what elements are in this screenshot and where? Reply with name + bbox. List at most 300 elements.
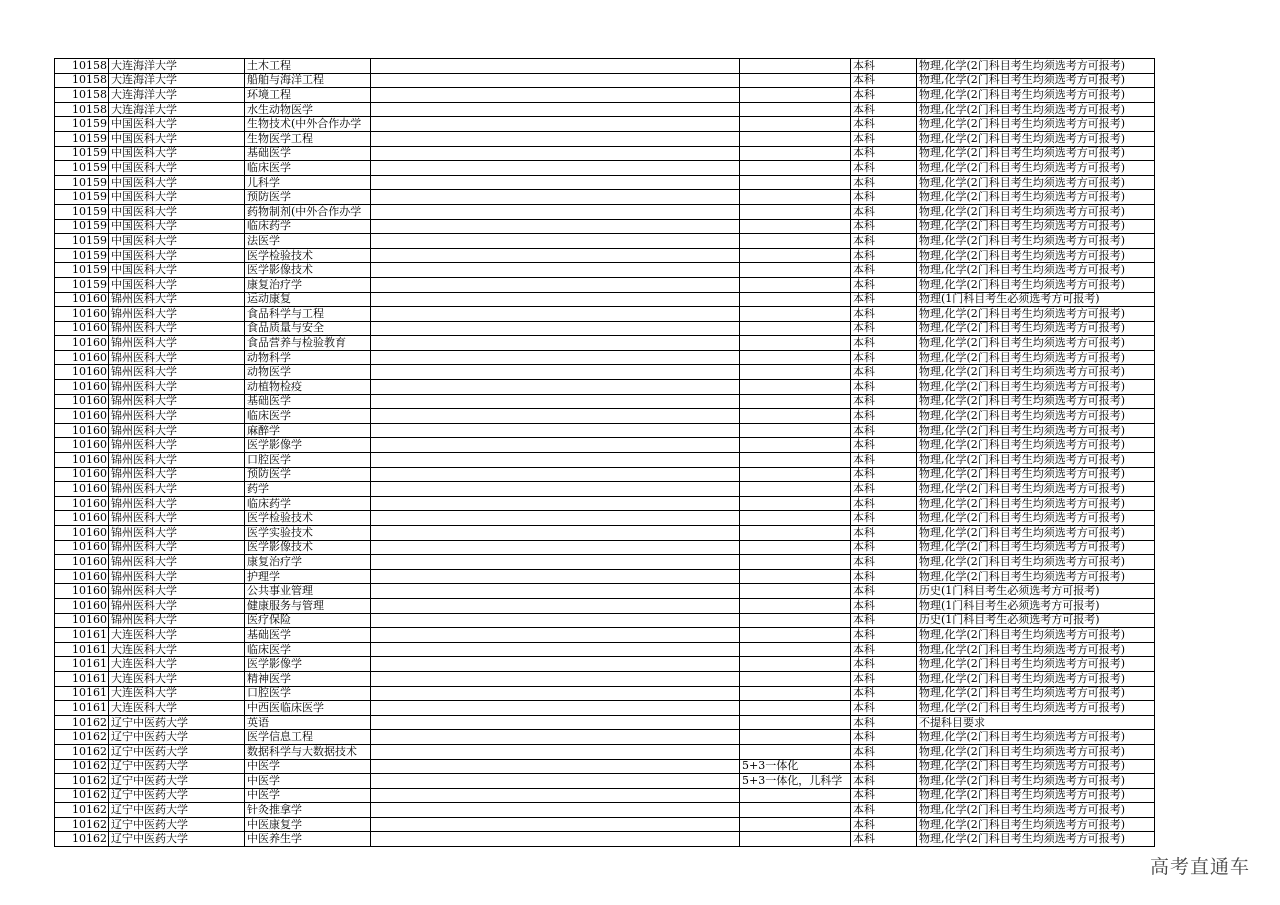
table-row xyxy=(55,234,1155,249)
major-name-cell: 公共事业管理 xyxy=(245,584,371,599)
level-cell: 本科 xyxy=(851,175,917,190)
school-code-cell: 10159 xyxy=(55,204,109,219)
note-cell xyxy=(740,423,851,438)
school-name-cell: 大连海洋大学 xyxy=(109,59,245,74)
level-cell: 本科 xyxy=(851,671,917,686)
remark-cell xyxy=(371,438,740,453)
school-name-cell: 锦州医科大学 xyxy=(109,409,245,424)
major-name-cell: 基础医学 xyxy=(245,628,371,643)
subject-requirement-cell: 物理(1门科目考生必须选考方可报考) xyxy=(917,598,1155,613)
remark-cell xyxy=(371,540,740,555)
remark-cell xyxy=(371,467,740,482)
level-cell: 本科 xyxy=(851,788,917,803)
major-name-cell: 临床药学 xyxy=(245,219,371,234)
school-code-cell: 10162 xyxy=(55,774,109,789)
table-row xyxy=(55,336,1155,351)
major-name-cell: 动植物检疫 xyxy=(245,380,371,395)
major-name-cell: 土木工程 xyxy=(245,59,371,74)
school-name-cell: 锦州医科大学 xyxy=(109,613,245,628)
major-name-cell: 康复治疗学 xyxy=(245,555,371,570)
major-name-cell: 船舶与海洋工程 xyxy=(245,73,371,88)
remark-cell xyxy=(371,511,740,526)
school-name-cell: 大连海洋大学 xyxy=(109,102,245,117)
school-code-cell: 10159 xyxy=(55,175,109,190)
school-code-cell: 10162 xyxy=(55,803,109,818)
school-name-cell: 中国医科大学 xyxy=(109,248,245,263)
remark-cell xyxy=(371,482,740,497)
subject-requirement-cell: 物理,化学(2门科目考生均须选考方可报考) xyxy=(917,146,1155,161)
level-cell: 本科 xyxy=(851,569,917,584)
major-name-cell: 中西医临床医学 xyxy=(245,701,371,716)
school-code-cell: 10162 xyxy=(55,832,109,847)
school-name-cell: 辽宁中医药大学 xyxy=(109,715,245,730)
remark-cell xyxy=(371,657,740,672)
school-name-cell: 中国医科大学 xyxy=(109,204,245,219)
majors-table xyxy=(54,58,1155,847)
major-name-cell: 医学影像技术 xyxy=(245,263,371,278)
level-cell: 本科 xyxy=(851,307,917,322)
note-cell xyxy=(740,555,851,570)
school-name-cell: 锦州医科大学 xyxy=(109,540,245,555)
note-cell xyxy=(740,788,851,803)
school-code-cell: 10162 xyxy=(55,817,109,832)
remark-cell xyxy=(371,613,740,628)
subject-requirement-cell: 物理,化学(2门科目考生均须选考方可报考) xyxy=(917,526,1155,541)
subject-requirement-cell: 物理,化学(2门科目考生均须选考方可报考) xyxy=(917,131,1155,146)
level-cell: 本科 xyxy=(851,701,917,716)
remark-cell xyxy=(371,365,740,380)
table-row xyxy=(55,642,1155,657)
school-code-cell: 10160 xyxy=(55,409,109,424)
school-code-cell: 10161 xyxy=(55,701,109,716)
subject-requirement-cell: 物理,化学(2门科目考生均须选考方可报考) xyxy=(917,569,1155,584)
note-cell xyxy=(740,467,851,482)
remark-cell xyxy=(371,307,740,322)
school-name-cell: 锦州医科大学 xyxy=(109,292,245,307)
remark-cell xyxy=(371,642,740,657)
school-code-cell: 10159 xyxy=(55,248,109,263)
note-cell xyxy=(740,102,851,117)
note-cell xyxy=(740,730,851,745)
school-name-cell: 辽宁中医药大学 xyxy=(109,832,245,847)
school-name-cell: 大连医科大学 xyxy=(109,642,245,657)
school-name-cell: 锦州医科大学 xyxy=(109,350,245,365)
note-cell xyxy=(740,613,851,628)
subject-requirement-cell: 物理,化学(2门科目考生均须选考方可报考) xyxy=(917,219,1155,234)
remark-cell xyxy=(371,817,740,832)
note-cell xyxy=(740,482,851,497)
major-name-cell: 医学影像学 xyxy=(245,657,371,672)
school-code-cell: 10158 xyxy=(55,73,109,88)
school-code-cell: 10160 xyxy=(55,350,109,365)
school-name-cell: 辽宁中医药大学 xyxy=(109,774,245,789)
table-row xyxy=(55,701,1155,716)
major-name-cell: 预防医学 xyxy=(245,467,371,482)
school-code-cell: 10159 xyxy=(55,234,109,249)
subject-requirement-cell: 物理,化学(2门科目考生均须选考方可报考) xyxy=(917,102,1155,117)
note-cell xyxy=(740,628,851,643)
school-name-cell: 大连海洋大学 xyxy=(109,73,245,88)
school-code-cell: 10159 xyxy=(55,117,109,132)
school-name-cell: 中国医科大学 xyxy=(109,190,245,205)
subject-requirement-cell: 物理,化学(2门科目考生均须选考方可报考) xyxy=(917,161,1155,176)
level-cell: 本科 xyxy=(851,774,917,789)
school-code-cell: 10160 xyxy=(55,292,109,307)
subject-requirement-cell: 物理,化学(2门科目考生均须选考方可报考) xyxy=(917,248,1155,263)
school-name-cell: 辽宁中医药大学 xyxy=(109,730,245,745)
table-row xyxy=(55,175,1155,190)
level-cell: 本科 xyxy=(851,190,917,205)
major-name-cell: 健康服务与管理 xyxy=(245,598,371,613)
school-name-cell: 辽宁中医药大学 xyxy=(109,788,245,803)
table-row xyxy=(55,774,1155,789)
note-cell xyxy=(740,263,851,278)
remark-cell xyxy=(371,774,740,789)
remark-cell xyxy=(371,730,740,745)
note-cell xyxy=(740,131,851,146)
level-cell: 本科 xyxy=(851,511,917,526)
major-name-cell: 运动康复 xyxy=(245,292,371,307)
remark-cell xyxy=(371,715,740,730)
level-cell: 本科 xyxy=(851,350,917,365)
subject-requirement-cell: 物理,化学(2门科目考生均须选考方可报考) xyxy=(917,380,1155,395)
major-name-cell: 基础医学 xyxy=(245,146,371,161)
remark-cell xyxy=(371,409,740,424)
table-row xyxy=(55,321,1155,336)
table-row xyxy=(55,423,1155,438)
subject-requirement-cell: 物理,化学(2门科目考生均须选考方可报考) xyxy=(917,336,1155,351)
remark-cell xyxy=(371,555,740,570)
level-cell: 本科 xyxy=(851,555,917,570)
table-row xyxy=(55,482,1155,497)
note-cell xyxy=(740,219,851,234)
level-cell: 本科 xyxy=(851,744,917,759)
table-row xyxy=(55,219,1155,234)
table-row xyxy=(55,526,1155,541)
school-code-cell: 10160 xyxy=(55,598,109,613)
subject-requirement-cell: 物理(1门科目考生必须选考方可报考) xyxy=(917,292,1155,307)
school-code-cell: 10160 xyxy=(55,569,109,584)
table-row xyxy=(55,671,1155,686)
table-row xyxy=(55,686,1155,701)
remark-cell xyxy=(371,102,740,117)
table-row xyxy=(55,453,1155,468)
note-cell xyxy=(740,496,851,511)
note-cell xyxy=(740,817,851,832)
subject-requirement-cell: 历史(1门科目考生必须选考方可报考) xyxy=(917,584,1155,599)
level-cell: 本科 xyxy=(851,234,917,249)
school-name-cell: 锦州医科大学 xyxy=(109,438,245,453)
major-name-cell: 口腔医学 xyxy=(245,453,371,468)
school-code-cell: 10159 xyxy=(55,161,109,176)
school-name-cell: 大连医科大学 xyxy=(109,657,245,672)
remark-cell xyxy=(371,292,740,307)
level-cell: 本科 xyxy=(851,292,917,307)
table-row xyxy=(55,161,1155,176)
table-row xyxy=(55,467,1155,482)
major-name-cell: 医疗保险 xyxy=(245,613,371,628)
subject-requirement-cell: 物理,化学(2门科目考生均须选考方可报考) xyxy=(917,701,1155,716)
school-name-cell: 中国医科大学 xyxy=(109,117,245,132)
subject-requirement-cell: 物理,化学(2门科目考生均须选考方可报考) xyxy=(917,788,1155,803)
level-cell: 本科 xyxy=(851,496,917,511)
school-code-cell: 10160 xyxy=(55,526,109,541)
remark-cell xyxy=(371,336,740,351)
note-cell xyxy=(740,540,851,555)
remark-cell xyxy=(371,496,740,511)
school-name-cell: 锦州医科大学 xyxy=(109,511,245,526)
remark-cell xyxy=(371,744,740,759)
school-name-cell: 中国医科大学 xyxy=(109,175,245,190)
school-name-cell: 中国医科大学 xyxy=(109,161,245,176)
note-cell xyxy=(740,146,851,161)
level-cell: 本科 xyxy=(851,817,917,832)
level-cell: 本科 xyxy=(851,482,917,497)
school-code-cell: 10160 xyxy=(55,321,109,336)
school-name-cell: 辽宁中医药大学 xyxy=(109,744,245,759)
school-name-cell: 锦州医科大学 xyxy=(109,307,245,322)
remark-cell xyxy=(371,380,740,395)
table-row xyxy=(55,511,1155,526)
remark-cell xyxy=(371,686,740,701)
major-name-cell: 食品质量与安全 xyxy=(245,321,371,336)
remark-cell xyxy=(371,584,740,599)
school-code-cell: 10162 xyxy=(55,788,109,803)
level-cell: 本科 xyxy=(851,832,917,847)
school-code-cell: 10160 xyxy=(55,365,109,380)
note-cell xyxy=(740,248,851,263)
level-cell: 本科 xyxy=(851,219,917,234)
school-code-cell: 10162 xyxy=(55,730,109,745)
table-row xyxy=(55,394,1155,409)
level-cell: 本科 xyxy=(851,263,917,278)
school-name-cell: 辽宁中医药大学 xyxy=(109,803,245,818)
level-cell: 本科 xyxy=(851,730,917,745)
subject-requirement-cell: 物理,化学(2门科目考生均须选考方可报考) xyxy=(917,73,1155,88)
level-cell: 本科 xyxy=(851,365,917,380)
note-cell xyxy=(740,584,851,599)
note-cell xyxy=(740,598,851,613)
school-code-cell: 10161 xyxy=(55,686,109,701)
table-row xyxy=(55,657,1155,672)
table-row xyxy=(55,438,1155,453)
subject-requirement-cell: 不提科目要求 xyxy=(917,715,1155,730)
subject-requirement-cell: 物理,化学(2门科目考生均须选考方可报考) xyxy=(917,453,1155,468)
note-cell xyxy=(740,569,851,584)
major-name-cell: 英语 xyxy=(245,715,371,730)
table-row xyxy=(55,817,1155,832)
major-name-cell: 医学影像技术 xyxy=(245,540,371,555)
school-code-cell: 10160 xyxy=(55,336,109,351)
subject-requirement-cell: 物理,化学(2门科目考生均须选考方可报考) xyxy=(917,686,1155,701)
school-code-cell: 10160 xyxy=(55,496,109,511)
major-name-cell: 医学影像学 xyxy=(245,438,371,453)
school-name-cell: 锦州医科大学 xyxy=(109,467,245,482)
major-name-cell: 临床医学 xyxy=(245,161,371,176)
level-cell: 本科 xyxy=(851,336,917,351)
note-cell xyxy=(740,671,851,686)
school-code-cell: 10160 xyxy=(55,584,109,599)
school-name-cell: 大连医科大学 xyxy=(109,686,245,701)
subject-requirement-cell: 物理,化学(2门科目考生均须选考方可报考) xyxy=(917,540,1155,555)
major-name-cell: 医学信息工程 xyxy=(245,730,371,745)
level-cell: 本科 xyxy=(851,438,917,453)
school-name-cell: 锦州医科大学 xyxy=(109,598,245,613)
subject-requirement-cell: 物理,化学(2门科目考生均须选考方可报考) xyxy=(917,803,1155,818)
note-cell xyxy=(740,321,851,336)
level-cell: 本科 xyxy=(851,598,917,613)
note-cell xyxy=(740,701,851,716)
major-name-cell: 生物技术(中外合作办学 xyxy=(245,117,371,132)
remark-cell xyxy=(371,350,740,365)
subject-requirement-cell: 物理,化学(2门科目考生均须选考方可报考) xyxy=(917,671,1155,686)
level-cell: 本科 xyxy=(851,526,917,541)
school-code-cell: 10160 xyxy=(55,438,109,453)
school-name-cell: 锦州医科大学 xyxy=(109,453,245,468)
school-name-cell: 大连海洋大学 xyxy=(109,88,245,103)
level-cell: 本科 xyxy=(851,759,917,774)
level-cell: 本科 xyxy=(851,59,917,74)
note-cell xyxy=(740,686,851,701)
level-cell: 本科 xyxy=(851,73,917,88)
note-cell xyxy=(740,117,851,132)
remark-cell xyxy=(371,701,740,716)
note-cell xyxy=(740,642,851,657)
major-name-cell: 动物科学 xyxy=(245,350,371,365)
school-name-cell: 大连医科大学 xyxy=(109,628,245,643)
major-name-cell: 中医学 xyxy=(245,759,371,774)
school-code-cell: 10160 xyxy=(55,540,109,555)
table-row xyxy=(55,409,1155,424)
level-cell: 本科 xyxy=(851,161,917,176)
school-name-cell: 辽宁中医药大学 xyxy=(109,759,245,774)
level-cell: 本科 xyxy=(851,117,917,132)
remark-cell xyxy=(371,759,740,774)
table-row xyxy=(55,744,1155,759)
level-cell: 本科 xyxy=(851,131,917,146)
subject-requirement-cell: 物理,化学(2门科目考生均须选考方可报考) xyxy=(917,482,1155,497)
major-name-cell: 环境工程 xyxy=(245,88,371,103)
school-code-cell: 10158 xyxy=(55,88,109,103)
note-cell xyxy=(740,803,851,818)
major-name-cell: 临床药学 xyxy=(245,496,371,511)
note-cell xyxy=(740,453,851,468)
level-cell: 本科 xyxy=(851,146,917,161)
remark-cell xyxy=(371,161,740,176)
remark-cell xyxy=(371,204,740,219)
table-row xyxy=(55,131,1155,146)
school-name-cell: 中国医科大学 xyxy=(109,234,245,249)
subject-requirement-cell: 物理,化学(2门科目考生均须选考方可报考) xyxy=(917,88,1155,103)
table-row xyxy=(55,628,1155,643)
school-name-cell: 锦州医科大学 xyxy=(109,482,245,497)
remark-cell xyxy=(371,788,740,803)
school-name-cell: 锦州医科大学 xyxy=(109,526,245,541)
school-code-cell: 10160 xyxy=(55,380,109,395)
table-row xyxy=(55,277,1155,292)
school-code-cell: 10159 xyxy=(55,190,109,205)
school-code-cell: 10161 xyxy=(55,628,109,643)
table-row xyxy=(55,146,1155,161)
remark-cell xyxy=(371,73,740,88)
remark-cell xyxy=(371,190,740,205)
remark-cell xyxy=(371,832,740,847)
major-name-cell: 医学检验技术 xyxy=(245,511,371,526)
subject-requirement-cell: 物理,化学(2门科目考生均须选考方可报考) xyxy=(917,817,1155,832)
school-name-cell: 锦州医科大学 xyxy=(109,496,245,511)
school-code-cell: 10160 xyxy=(55,423,109,438)
note-cell xyxy=(740,190,851,205)
note-cell xyxy=(740,715,851,730)
remark-cell xyxy=(371,569,740,584)
major-name-cell: 中医养生学 xyxy=(245,832,371,847)
note-cell xyxy=(740,336,851,351)
note-cell xyxy=(740,175,851,190)
level-cell: 本科 xyxy=(851,88,917,103)
note-cell xyxy=(740,657,851,672)
note-cell xyxy=(740,380,851,395)
note-cell: 5+3一体化，儿科学 xyxy=(740,774,851,789)
note-cell xyxy=(740,409,851,424)
subject-requirement-cell: 物理,化学(2门科目考生均须选考方可报考) xyxy=(917,555,1155,570)
school-name-cell: 中国医科大学 xyxy=(109,131,245,146)
table-body xyxy=(55,59,1155,847)
remark-cell xyxy=(371,321,740,336)
subject-requirement-cell: 物理,化学(2门科目考生均须选考方可报考) xyxy=(917,263,1155,278)
level-cell: 本科 xyxy=(851,467,917,482)
subject-requirement-cell: 物理,化学(2门科目考生均须选考方可报考) xyxy=(917,277,1155,292)
major-name-cell: 基础医学 xyxy=(245,394,371,409)
school-code-cell: 10159 xyxy=(55,131,109,146)
major-name-cell: 食品营养与检验教育 xyxy=(245,336,371,351)
school-name-cell: 锦州医科大学 xyxy=(109,336,245,351)
table-row xyxy=(55,263,1155,278)
school-name-cell: 辽宁中医药大学 xyxy=(109,817,245,832)
level-cell: 本科 xyxy=(851,321,917,336)
note-cell xyxy=(740,832,851,847)
subject-requirement-cell: 物理,化学(2门科目考生均须选考方可报考) xyxy=(917,628,1155,643)
level-cell: 本科 xyxy=(851,613,917,628)
level-cell: 本科 xyxy=(851,380,917,395)
subject-requirement-cell: 物理,化学(2门科目考生均须选考方可报考) xyxy=(917,467,1155,482)
school-code-cell: 10161 xyxy=(55,671,109,686)
subject-requirement-cell: 物理,化学(2门科目考生均须选考方可报考) xyxy=(917,394,1155,409)
table-row xyxy=(55,613,1155,628)
subject-requirement-cell: 历史(1门科目考生必须选考方可报考) xyxy=(917,613,1155,628)
remark-cell xyxy=(371,803,740,818)
level-cell: 本科 xyxy=(851,204,917,219)
remark-cell xyxy=(371,131,740,146)
subject-requirement-cell: 物理,化学(2门科目考生均须选考方可报考) xyxy=(917,744,1155,759)
school-code-cell: 10158 xyxy=(55,102,109,117)
table-row xyxy=(55,598,1155,613)
subject-requirement-cell: 物理,化学(2门科目考生均须选考方可报考) xyxy=(917,204,1155,219)
level-cell: 本科 xyxy=(851,584,917,599)
table-row xyxy=(55,380,1155,395)
school-name-cell: 中国医科大学 xyxy=(109,263,245,278)
table-row xyxy=(55,759,1155,774)
remark-cell xyxy=(371,628,740,643)
major-name-cell: 中医学 xyxy=(245,788,371,803)
school-code-cell: 10162 xyxy=(55,715,109,730)
school-code-cell: 10159 xyxy=(55,263,109,278)
major-name-cell: 药学 xyxy=(245,482,371,497)
school-code-cell: 10162 xyxy=(55,744,109,759)
major-name-cell: 临床医学 xyxy=(245,642,371,657)
school-name-cell: 中国医科大学 xyxy=(109,219,245,234)
remark-cell xyxy=(371,453,740,468)
school-code-cell: 10160 xyxy=(55,467,109,482)
